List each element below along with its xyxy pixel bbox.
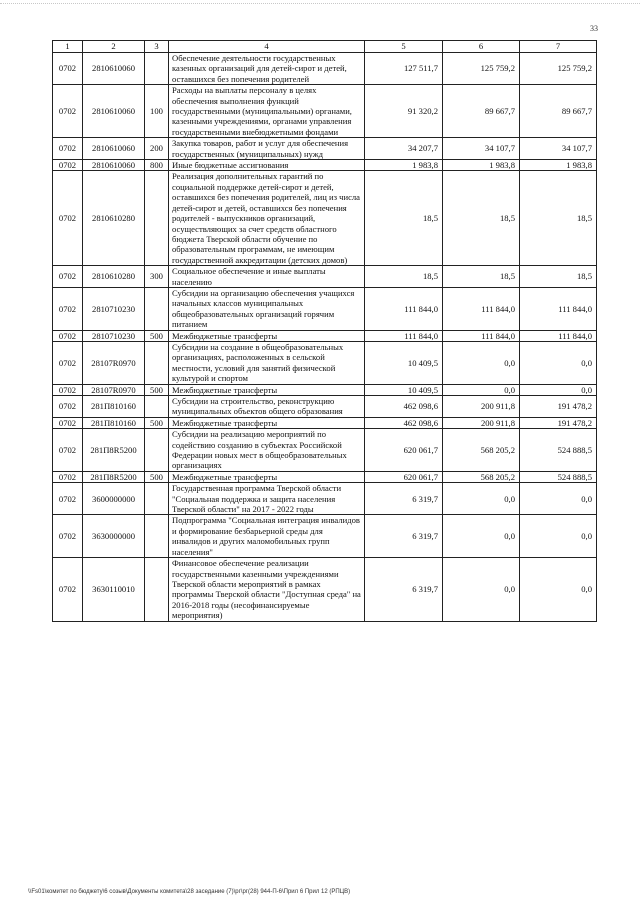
- section-code-cell: 0702: [53, 396, 83, 418]
- target-article-cell: 2810710230: [83, 330, 145, 341]
- amount-year1-cell: 462 098,6: [365, 396, 443, 418]
- target-article-cell: 2810610060: [83, 160, 145, 171]
- description-cell: Государственная программа Тверской области "Социальная поддержка и защита населения Тверской области" на 2017 - 2022 годы: [169, 483, 365, 515]
- table-row: [53, 429, 597, 472]
- amount-year2-cell: 200 911,8: [443, 396, 520, 418]
- description-cell: Субсидии на организацию обеспечения учащихся начальных классов муниципальных общеобразовательных организаций горячим питанием: [169, 287, 365, 330]
- amount-year1-cell: 111 844,0: [365, 287, 443, 330]
- expense-type-cell: 800: [145, 160, 169, 171]
- expense-type-cell: 500: [145, 330, 169, 341]
- expense-type-cell: 500: [145, 417, 169, 428]
- column-header: 5: [365, 41, 443, 53]
- table-row: [53, 171, 597, 266]
- description-cell: Подпрограмма "Социальная интеграция инвалидов и формирование безбарьерной среды для инвалидов и других маломобильных групп населения": [169, 515, 365, 558]
- amount-year1-cell: 620 061,7: [365, 471, 443, 482]
- amount-year2-cell: 0,0: [443, 558, 520, 621]
- expense-type-cell: 300: [145, 266, 169, 288]
- table-row: [53, 330, 597, 341]
- amount-year3-cell: 111 844,0: [520, 330, 597, 341]
- amount-year1-cell: 18,5: [365, 171, 443, 266]
- target-article-cell: 281П810160: [83, 396, 145, 418]
- expense-type-cell: [145, 396, 169, 418]
- amount-year3-cell: 191 478,2: [520, 417, 597, 428]
- amount-year3-cell: 524 888,5: [520, 429, 597, 472]
- section-code-cell: 0702: [53, 330, 83, 341]
- target-article-cell: 2810610280: [83, 171, 145, 266]
- amount-year3-cell: 1 983,8: [520, 160, 597, 171]
- table-row: [53, 515, 597, 558]
- amount-year3-cell: 0,0: [520, 341, 597, 384]
- amount-year3-cell: 0,0: [520, 483, 597, 515]
- description-cell: Обеспечение деятельности государственных казенных организаций для детей-сирот и детей, оставшихся без попечения родителей: [169, 53, 365, 85]
- expense-type-cell: [145, 483, 169, 515]
- expense-type-cell: [145, 558, 169, 621]
- amount-year3-cell: 0,0: [520, 515, 597, 558]
- section-code-cell: 0702: [53, 384, 83, 395]
- amount-year2-cell: 89 667,7: [443, 85, 520, 138]
- amount-year1-cell: 6 319,7: [365, 558, 443, 621]
- amount-year2-cell: 34 107,7: [443, 138, 520, 160]
- section-code-cell: 0702: [53, 53, 83, 85]
- amount-year1-cell: 10 409,5: [365, 384, 443, 395]
- amount-year3-cell: 125 759,2: [520, 53, 597, 85]
- section-code-cell: 0702: [53, 429, 83, 472]
- budget-table-container: [52, 40, 596, 622]
- section-code-cell: 0702: [53, 287, 83, 330]
- description-cell: Иные бюджетные ассигнования: [169, 160, 365, 171]
- amount-year2-cell: 200 911,8: [443, 417, 520, 428]
- description-cell: Реализация дополнительных гарантий по социальной поддержке детей-сирот и детей, оставшихся без попечения родителей, лиц из числа детей-сирот и детей, оставшихся без попечения родителей - выпускников организаций, осуществляющих за счет средств областного бюджета Тверской области обучение по образовательным программам, не имеющим государственной аккредитации (детских домов): [169, 171, 365, 266]
- amount-year1-cell: 620 061,7: [365, 429, 443, 472]
- amount-year3-cell: 18,5: [520, 266, 597, 288]
- amount-year2-cell: 0,0: [443, 483, 520, 515]
- amount-year1-cell: 6 319,7: [365, 515, 443, 558]
- amount-year1-cell: 127 511,7: [365, 53, 443, 85]
- section-code-cell: 0702: [53, 558, 83, 621]
- budget-table: [52, 40, 597, 622]
- expense-type-cell: [145, 171, 169, 266]
- target-article-cell: 2810610060: [83, 138, 145, 160]
- description-cell: Межбюджетные трансферты: [169, 330, 365, 341]
- table-body: [53, 53, 597, 622]
- section-code-cell: 0702: [53, 483, 83, 515]
- table-row: [53, 266, 597, 288]
- target-article-cell: 28107R0970: [83, 341, 145, 384]
- target-article-cell: 3630110010: [83, 558, 145, 621]
- target-article-cell: 2810610060: [83, 53, 145, 85]
- table-row: [53, 53, 597, 85]
- description-cell: Субсидии на реализацию мероприятий по содействию созданию в субъектах Российской Федерации новых мест в общеобразовательных организациях: [169, 429, 365, 472]
- target-article-cell: 281П810160: [83, 417, 145, 428]
- amount-year3-cell: 0,0: [520, 384, 597, 395]
- expense-type-cell: 500: [145, 471, 169, 482]
- expense-type-cell: 200: [145, 138, 169, 160]
- section-code-cell: 0702: [53, 266, 83, 288]
- expense-type-cell: [145, 341, 169, 384]
- target-article-cell: 281П8R5200: [83, 471, 145, 482]
- amount-year2-cell: 0,0: [443, 341, 520, 384]
- amount-year1-cell: 111 844,0: [365, 330, 443, 341]
- amount-year2-cell: 111 844,0: [443, 287, 520, 330]
- target-article-cell: 28107R0970: [83, 384, 145, 395]
- expense-type-cell: [145, 287, 169, 330]
- description-cell: Социальное обеспечение и иные выплаты населению: [169, 266, 365, 288]
- amount-year2-cell: 1 983,8: [443, 160, 520, 171]
- amount-year2-cell: 18,5: [443, 266, 520, 288]
- description-cell: Межбюджетные трансферты: [169, 471, 365, 482]
- amount-year3-cell: 89 667,7: [520, 85, 597, 138]
- expense-type-cell: [145, 53, 169, 85]
- target-article-cell: 2810610060: [83, 85, 145, 138]
- amount-year2-cell: 0,0: [443, 515, 520, 558]
- section-code-cell: 0702: [53, 171, 83, 266]
- amount-year1-cell: 34 207,7: [365, 138, 443, 160]
- amount-year3-cell: 191 478,2: [520, 396, 597, 418]
- column-header: 3: [145, 41, 169, 53]
- expense-type-cell: 500: [145, 384, 169, 395]
- description-cell: Расходы на выплаты персоналу в целях обеспечения выполнения функций государственными (муниципальными) органами, казенными учреждениями, органами управления государственными внебюджетными фондами: [169, 85, 365, 138]
- table-row: [53, 85, 597, 138]
- amount-year2-cell: 125 759,2: [443, 53, 520, 85]
- target-article-cell: 2810610280: [83, 266, 145, 288]
- section-code-cell: 0702: [53, 471, 83, 482]
- target-article-cell: 3630000000: [83, 515, 145, 558]
- footer-file-path: \\Fs01\комитет по бюджету\6 созыв\Документы комитета\28 заседание (7)\рг\рг(28) 944-П-6\Прил 6 Прил 12 (РПЦВ): [28, 889, 351, 895]
- description-cell: Субсидии на создание в общеобразовательных организациях, расположенных в сельской местности, условий для занятий физической культурой и спортом: [169, 341, 365, 384]
- table-row: [53, 471, 597, 482]
- amount-year1-cell: 462 098,6: [365, 417, 443, 428]
- amount-year3-cell: 524 888,5: [520, 471, 597, 482]
- expense-type-cell: [145, 515, 169, 558]
- table-row: [53, 160, 597, 171]
- table-row: [53, 384, 597, 395]
- table-row: [53, 558, 597, 621]
- column-header: 6: [443, 41, 520, 53]
- column-header: 7: [520, 41, 597, 53]
- amount-year1-cell: 18,5: [365, 266, 443, 288]
- description-cell: Субсидии на строительство, реконструкцию муниципальных объектов общего образования: [169, 396, 365, 418]
- description-cell: Финансовое обеспечение реализации государственными казенными учреждениями Тверской области мероприятий в рамках программы Тверской области "Доступная среда" на 2016-2018 годы (несофинансируемые мероприятия): [169, 558, 365, 621]
- column-header: 2: [83, 41, 145, 53]
- table-row: [53, 138, 597, 160]
- column-header: 4: [169, 41, 365, 53]
- target-article-cell: 2810710230: [83, 287, 145, 330]
- amount-year2-cell: 568 205,2: [443, 471, 520, 482]
- amount-year3-cell: 18,5: [520, 171, 597, 266]
- amount-year1-cell: 1 983,8: [365, 160, 443, 171]
- section-code-cell: 0702: [53, 138, 83, 160]
- table-row: [53, 483, 597, 515]
- table-row: [53, 396, 597, 418]
- page-number: 33: [590, 24, 598, 33]
- amount-year1-cell: 91 320,2: [365, 85, 443, 138]
- amount-year1-cell: 10 409,5: [365, 341, 443, 384]
- column-header: 1: [53, 41, 83, 53]
- amount-year3-cell: 111 844,0: [520, 287, 597, 330]
- section-code-cell: 0702: [53, 341, 83, 384]
- target-article-cell: 3600000000: [83, 483, 145, 515]
- expense-type-cell: [145, 429, 169, 472]
- description-cell: Межбюджетные трансферты: [169, 417, 365, 428]
- amount-year2-cell: 18,5: [443, 171, 520, 266]
- amount-year2-cell: 568 205,2: [443, 429, 520, 472]
- section-code-cell: 0702: [53, 160, 83, 171]
- amount-year3-cell: 34 107,7: [520, 138, 597, 160]
- target-article-cell: 281П8R5200: [83, 429, 145, 472]
- description-cell: Закупка товаров, работ и услуг для обеспечения государственных (муниципальных) нужд: [169, 138, 365, 160]
- description-cell: Межбюджетные трансферты: [169, 384, 365, 395]
- table-row: [53, 341, 597, 384]
- section-code-cell: 0702: [53, 417, 83, 428]
- section-code-cell: 0702: [53, 85, 83, 138]
- table-row: [53, 417, 597, 428]
- header-row: [53, 41, 597, 53]
- amount-year2-cell: 111 844,0: [443, 330, 520, 341]
- expense-type-cell: 100: [145, 85, 169, 138]
- table-row: [53, 287, 597, 330]
- amount-year3-cell: 0,0: [520, 558, 597, 621]
- amount-year2-cell: 0,0: [443, 384, 520, 395]
- amount-year1-cell: 6 319,7: [365, 483, 443, 515]
- section-code-cell: 0702: [53, 515, 83, 558]
- scan-edge-line: [0, 3, 640, 5]
